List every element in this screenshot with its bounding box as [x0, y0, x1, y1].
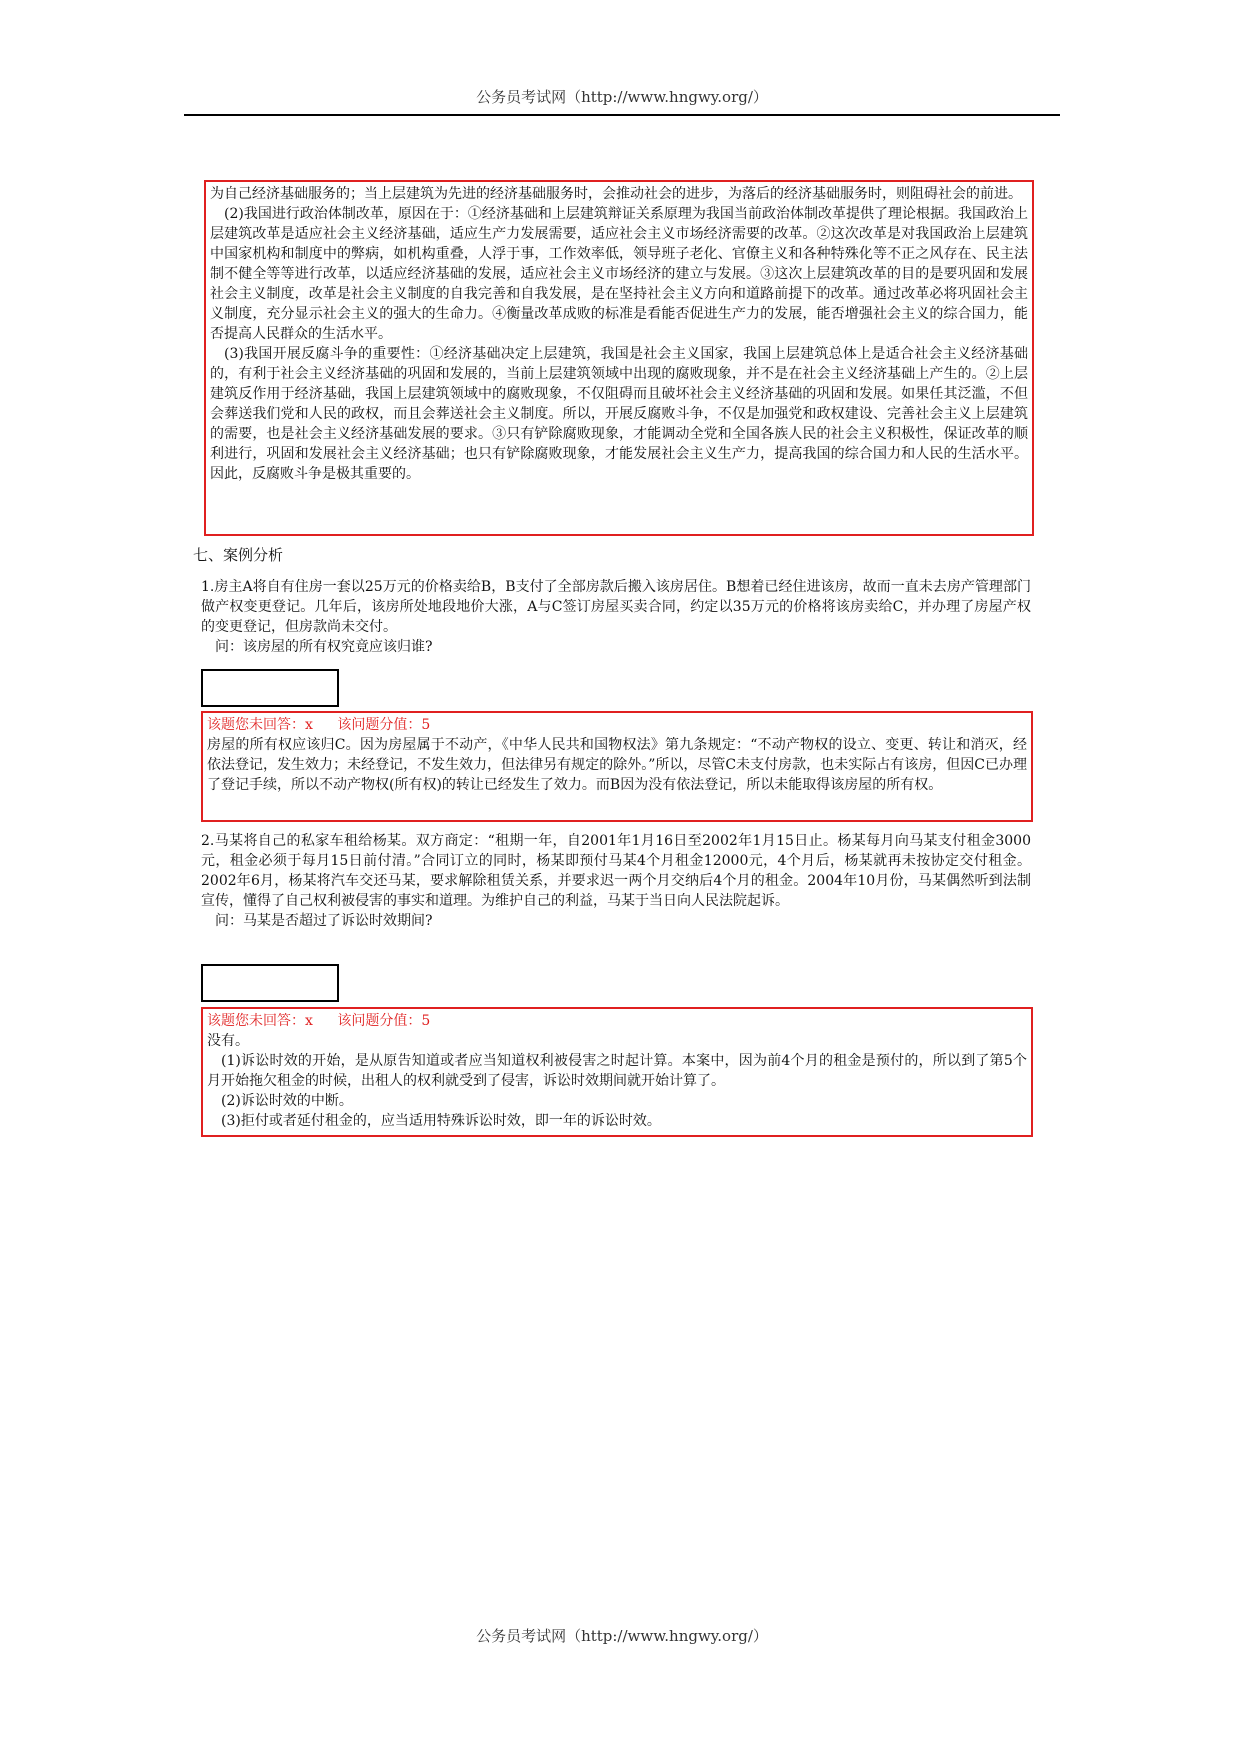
question-2-answered-status: 该题您未回答：x: [207, 1013, 313, 1029]
answer-box-continued: [204, 180, 1034, 536]
question-1-answered-status: 该题您未回答：x: [207, 717, 313, 733]
answer-paragraph-1: 为自己经济基础服务的；当上层建筑为先进的经济基础服务时，会推动社会的进步，为落后的经济基础服务时，则阻碍社会的前进。: [210, 186, 1022, 202]
question-1: [201, 577, 1031, 657]
section-title: 七、案例分析: [193, 546, 284, 564]
page-header: 公务员考试网（http://www.hngwy.org/）: [476, 88, 768, 106]
question-1-score: 该问题分值：5: [337, 717, 431, 733]
question-2-score: 该问题分值：5: [337, 1013, 431, 1029]
question-1-answer-input[interactable]: [201, 669, 339, 707]
question-2-status: [207, 1011, 1027, 1031]
question-2-answer-input[interactable]: [201, 964, 339, 1002]
question-2-answer-box: [201, 1007, 1033, 1137]
question-1-answer-box: [201, 711, 1033, 822]
question-2-text: 2.马某将自己的私家车租给杨某。双方商定：“租期一年，自2001年1月16日至2002年1月15日止。杨某每月向马某支付租金3000元，租金必须于每月15日前付清。”合同订立的同时，杨某即预付马某4个月租金12000元，4个月后，杨某就再未按协定交付租金。2002年6月，杨某将汽车交还马某，要求解除租赁关系，并要求迟一两个月交纳后4个月的租金。2004年10月份，马某偶然听到法制宣传，懂得了自己权利被侵害的事实和道理。为维护自己的利益，马某于当日向人民法院起诉。: [201, 833, 1031, 909]
answer-paragraph-3: (3)我国开展反腐斗争的重要性：①经济基础决定上层建筑，我国是社会主义国家，我国上层建筑总体上是适合社会主义经济基础的，有利于社会主义经济基础的巩固和发展的，当前上层建筑领域中出现的腐败现象，并不是在社会主义经济基础上产生的。②上层建筑反作用于经济基础，我国上层建筑领域中的腐败现象，不仅阻碍而且破坏社会主义经济基础的巩固和发展。如果任其泛滥，不但会葬送我们党和人民的政权，而且会葬送社会主义制度。所以，开展反腐败斗争，不仅是加强党和政权建设、完善社会主义上层建筑的需要，也是社会主义经济基础发展的要求。③只有铲除腐败现象，才能调动全党和全国各族人民的社会主义积极性，保证改革的顺利进行，巩固和发展社会主义经济基础；也只有铲除腐败现象，才能发展社会主义生产力，提高我国的综合国力和人民的生活水平。因此，反腐败斗争是极其重要的。: [210, 346, 1028, 482]
header-divider: [184, 114, 1060, 116]
question-1-answer: 房屋的所有权应该归C。因为房屋属于不动产，《中华人民共和国物权法》第九条规定：“不动产物权的设立、变更、转让和消灭，经依法登记，发生效力；未经登记，不发生效力，但法律另有规定的除外。”所以，尽管C未支付房款，也未实际占有该房，但因C已办理了登记手续，所以不动产物权(所有权)的转让已经发生了效力。而B因为没有依法登记，所以未能取得该房屋的所有权。: [207, 737, 1027, 793]
question-2: [201, 831, 1031, 931]
question-1-prompt: 问：该房屋的所有权究竟应该归谁?: [215, 639, 433, 655]
question-2-prompt: 问：马某是否超过了诉讼时效期间?: [215, 913, 433, 929]
page-footer: 公务员考试网（http://www.hngwy.org/）: [476, 1627, 768, 1645]
question-2-answer-line-3: (2)诉讼时效的中断。: [221, 1093, 353, 1109]
question-1-status: [207, 715, 1027, 735]
question-2-answer-line-4: (3)拒付或者延付租金的，应当适用特殊诉讼时效，即一年的诉讼时效。: [221, 1113, 661, 1129]
question-2-answer-line-2: (1)诉讼时效的开始，是从原告知道或者应当知道权利被侵害之时起计算。本案中，因为前4个月的租金是预付的，所以到了第5个月开始拖欠租金的时候，出租人的权利就受到了侵害，诉讼时效期间就开始计算了。: [207, 1053, 1027, 1089]
question-1-text: 1.房主A将自有住房一套以25万元的价格卖给B，B支付了全部房款后搬入该房居住。B想着已经住进该房，故而一直未去房产管理部门做产权变更登记。几年后，该房所处地段地价大涨，A与C签订房屋买卖合同，约定以35万元的价格将该房卖给C，并办理了房屋产权的变更登记，但房款尚未交付。: [201, 579, 1031, 635]
question-2-answer-line-1: 没有。: [207, 1033, 249, 1049]
answer-paragraph-2: (2)我国进行政治体制改革，原因在于：①经济基础和上层建筑辩证关系原理为我国当前政治体制改革提供了理论根据。我国政治上层建筑改革是适应社会主义经济基础，适应生产力发展需要，适应社会主义市场经济需要的改革。②这次改革是对我国政治上层建筑中国家机构和制度中的弊病，如机构重叠，人浮于事，工作效率低，领导班子老化、官僚主义和各种特殊化等不正之风存在、民主法制不健全等等进行改革，以适应经济基础的发展，适应社会主义市场经济的建立与发展。③这次上层建筑改革的目的是要巩固和发展社会主义制度，改革是社会主义制度的自我完善和自我发展，是在坚持社会主义方向和道路前提下的改革。通过改革必将巩固社会主义制度，充分显示社会主义的强大的生命力。④衡量改革成败的标准是看能否促进生产力的发展，能否增强社会主义的综合国力，能否提高人民群众的生活水平。: [210, 206, 1028, 342]
